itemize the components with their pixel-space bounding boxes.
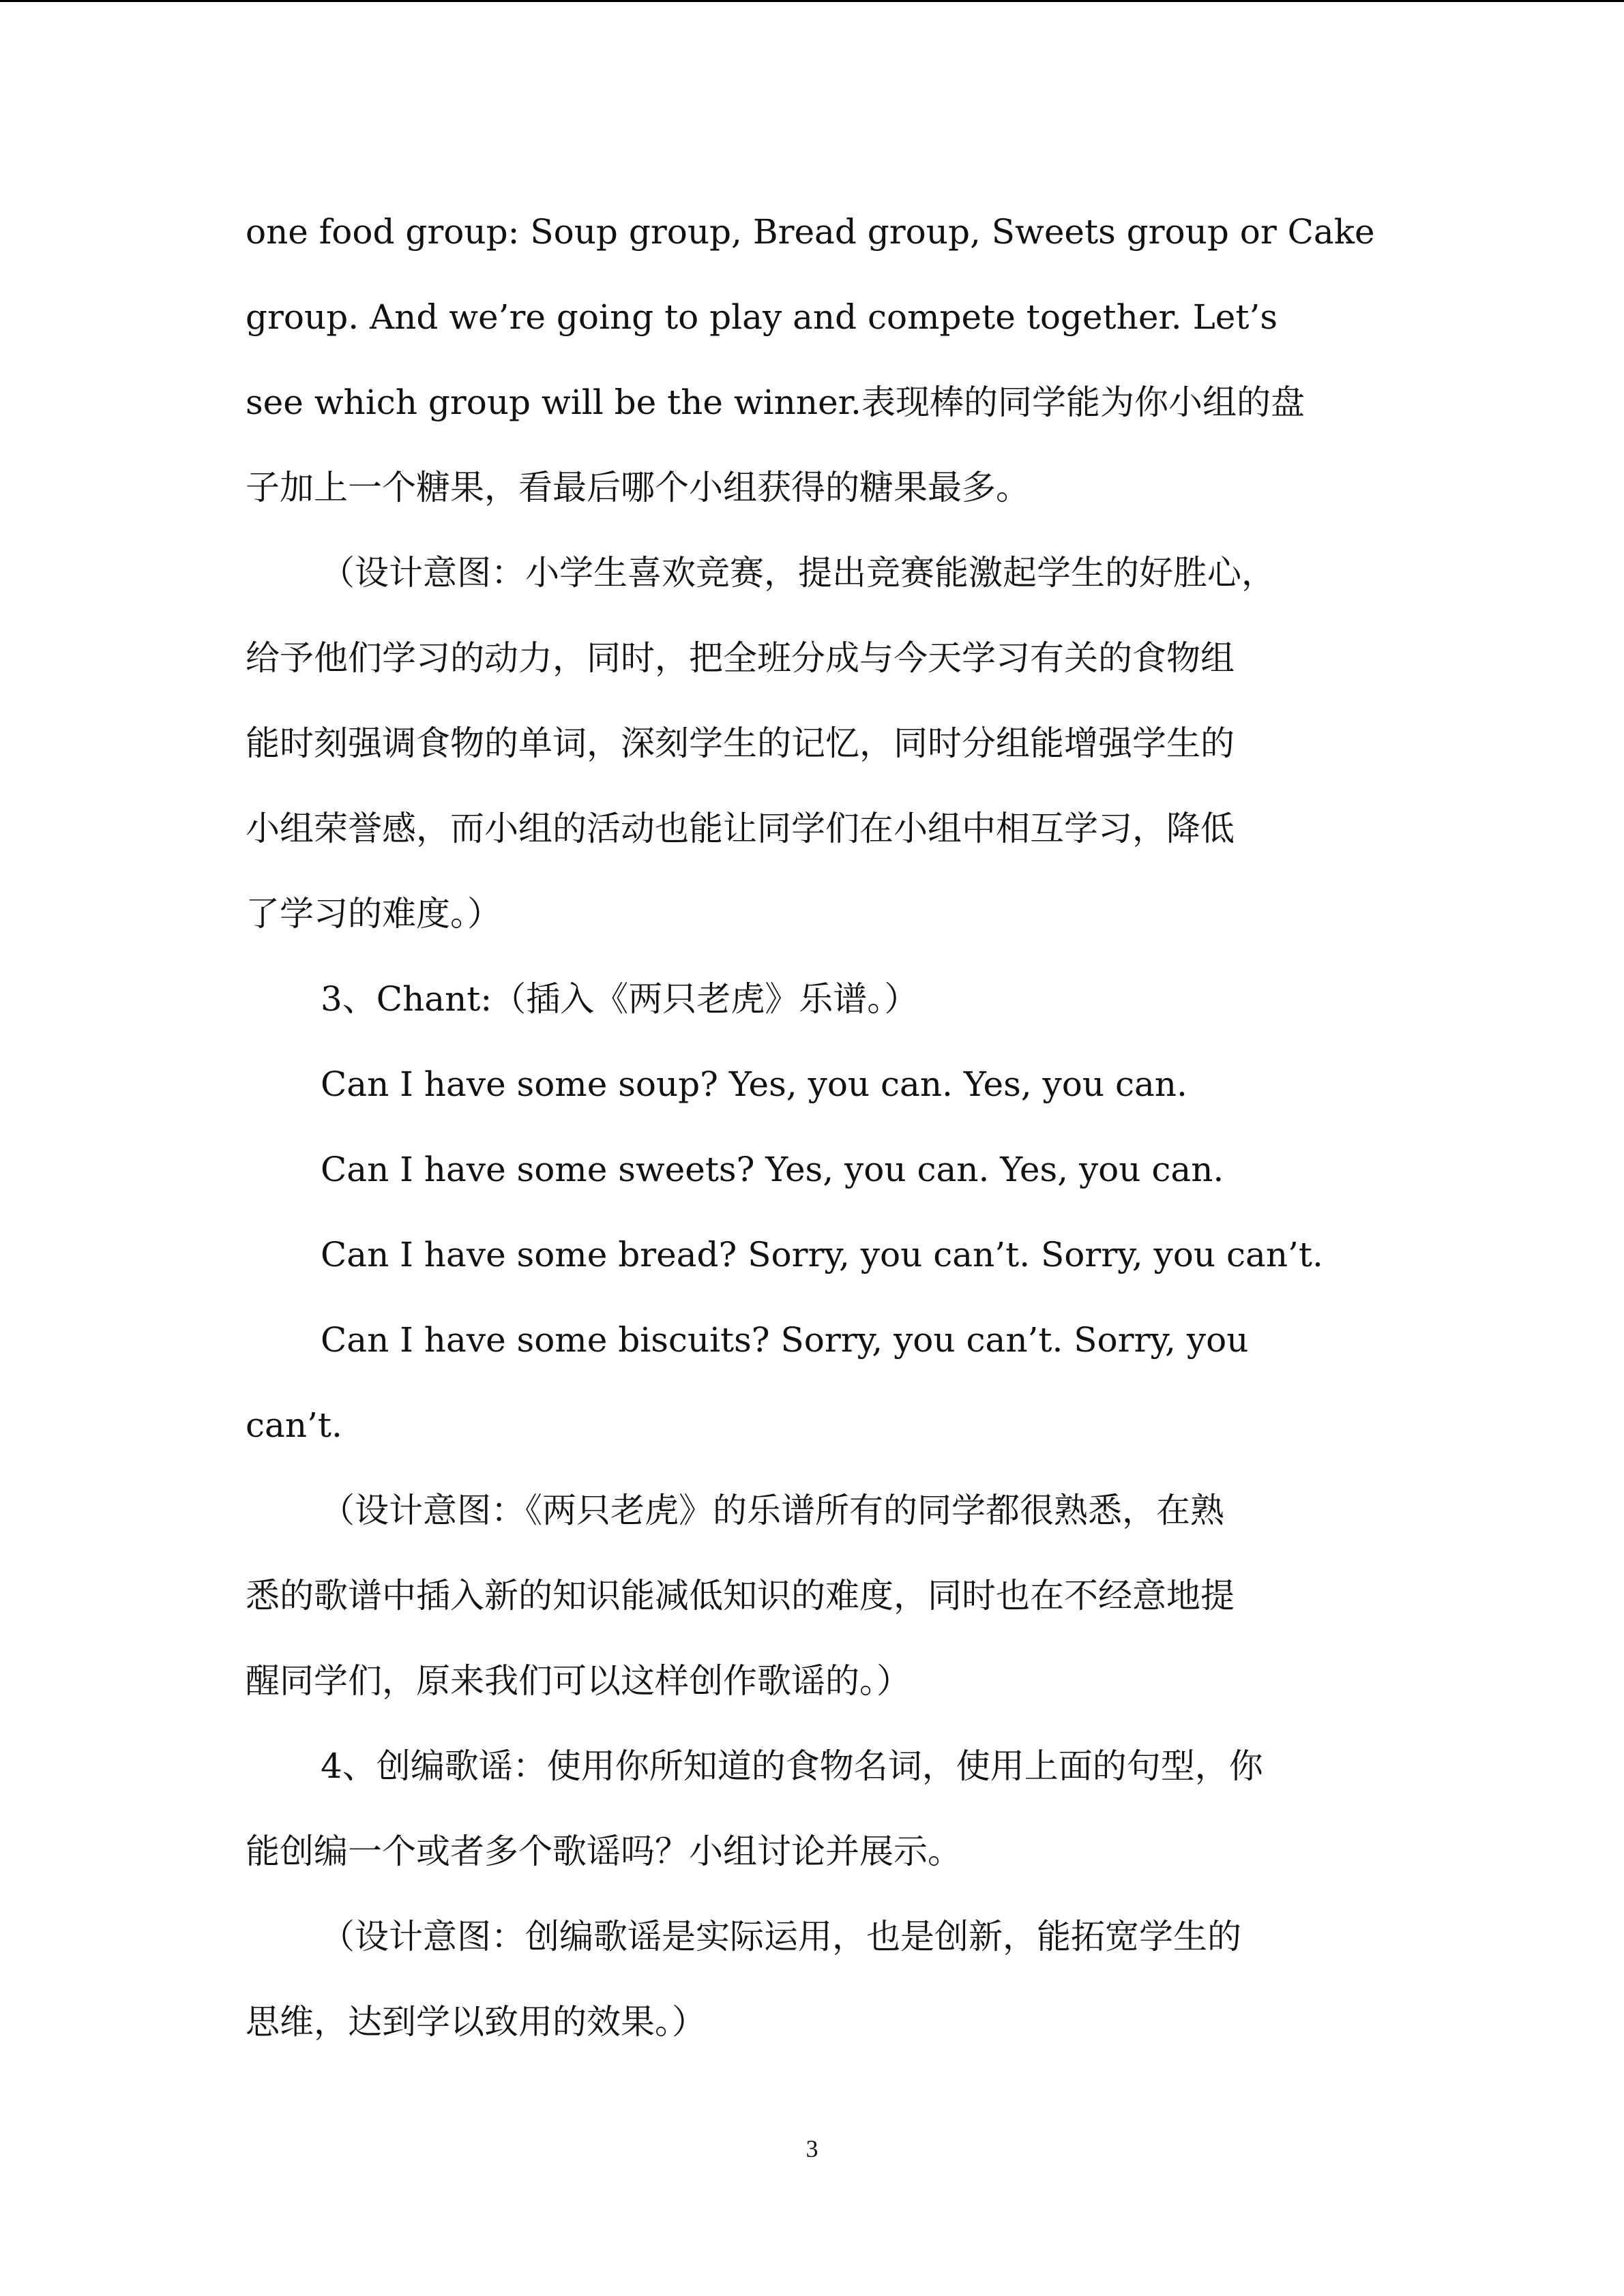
chant-line: Can I have some biscuits? Sorry, you can’t. Sorry, you (321, 1320, 1249, 1360)
text-line: can’t. (246, 1405, 342, 1445)
chant-line: Can I have some bread? Sorry, you can’t. Sorry, you can’t. (321, 1235, 1323, 1274)
design-intent-paragraph-start: （设计意图：《两只老虎》的乐谱所有的同学都很熟悉，在熟 (321, 1491, 1224, 1530)
section-heading-create-chant: 4、创编歌谣：使用你所知道的食物名词，使用上面的句型，你 (321, 1746, 1263, 1786)
text-line: 了学习的难度。） (246, 894, 501, 934)
page-top-border (0, 0, 1624, 2)
chant-line: Can I have some soup? Yes, you can. Yes, you can. (321, 1064, 1187, 1104)
text-line: 悉的歌谱中插入新的知识能减低知识的难度，同时也在不经意地提 (246, 1576, 1235, 1615)
text-line: 能时刻强调食物的单词，深刻学生的记忆，同时分组能增强学生的 (246, 724, 1235, 763)
page-number: 3 (806, 2135, 818, 2162)
text-line: 小组荣誉感，而小组的活动也能让同学们在小组中相互学习，降低 (246, 809, 1235, 848)
design-intent-paragraph-start: （设计意图：创编歌谣是实际运用，也是创新，能拓宽学生的 (321, 1917, 1241, 1956)
text-line: group. And we’re going to play and compete together. Let’s (246, 297, 1278, 337)
text-line: 思维，达到学以致用的效果。） (246, 2002, 706, 2042)
text-line: 子加上一个糖果，看最后哪个小组获得的糖果最多。 (246, 468, 1030, 507)
text-line: 能创编一个或者多个歌谣吗？小组讨论并展示。 (246, 1832, 962, 1871)
text-line: see which group will be the winner.表现棒的同学能为你小组的盘 (246, 383, 1305, 422)
chant-line: Can I have some sweets? Yes, you can. Yes, you can. (321, 1150, 1224, 1189)
section-heading-chant: 3、Chant:（插入《两只老虎》乐谱。） (321, 979, 919, 1019)
design-intent-paragraph-start: （设计意图：小学生喜欢竞赛，提出竞赛能激起学生的好胜心， (321, 553, 1275, 593)
text-line: 醒同学们，原来我们可以这样创作歌谣的。） (246, 1661, 911, 1701)
text-line: 给予他们学习的动力，同时，把全班分成与今天学习有关的食物组 (246, 638, 1235, 678)
text-line: one food group: Soup group, Bread group, Sweets group or Cake (246, 212, 1375, 252)
